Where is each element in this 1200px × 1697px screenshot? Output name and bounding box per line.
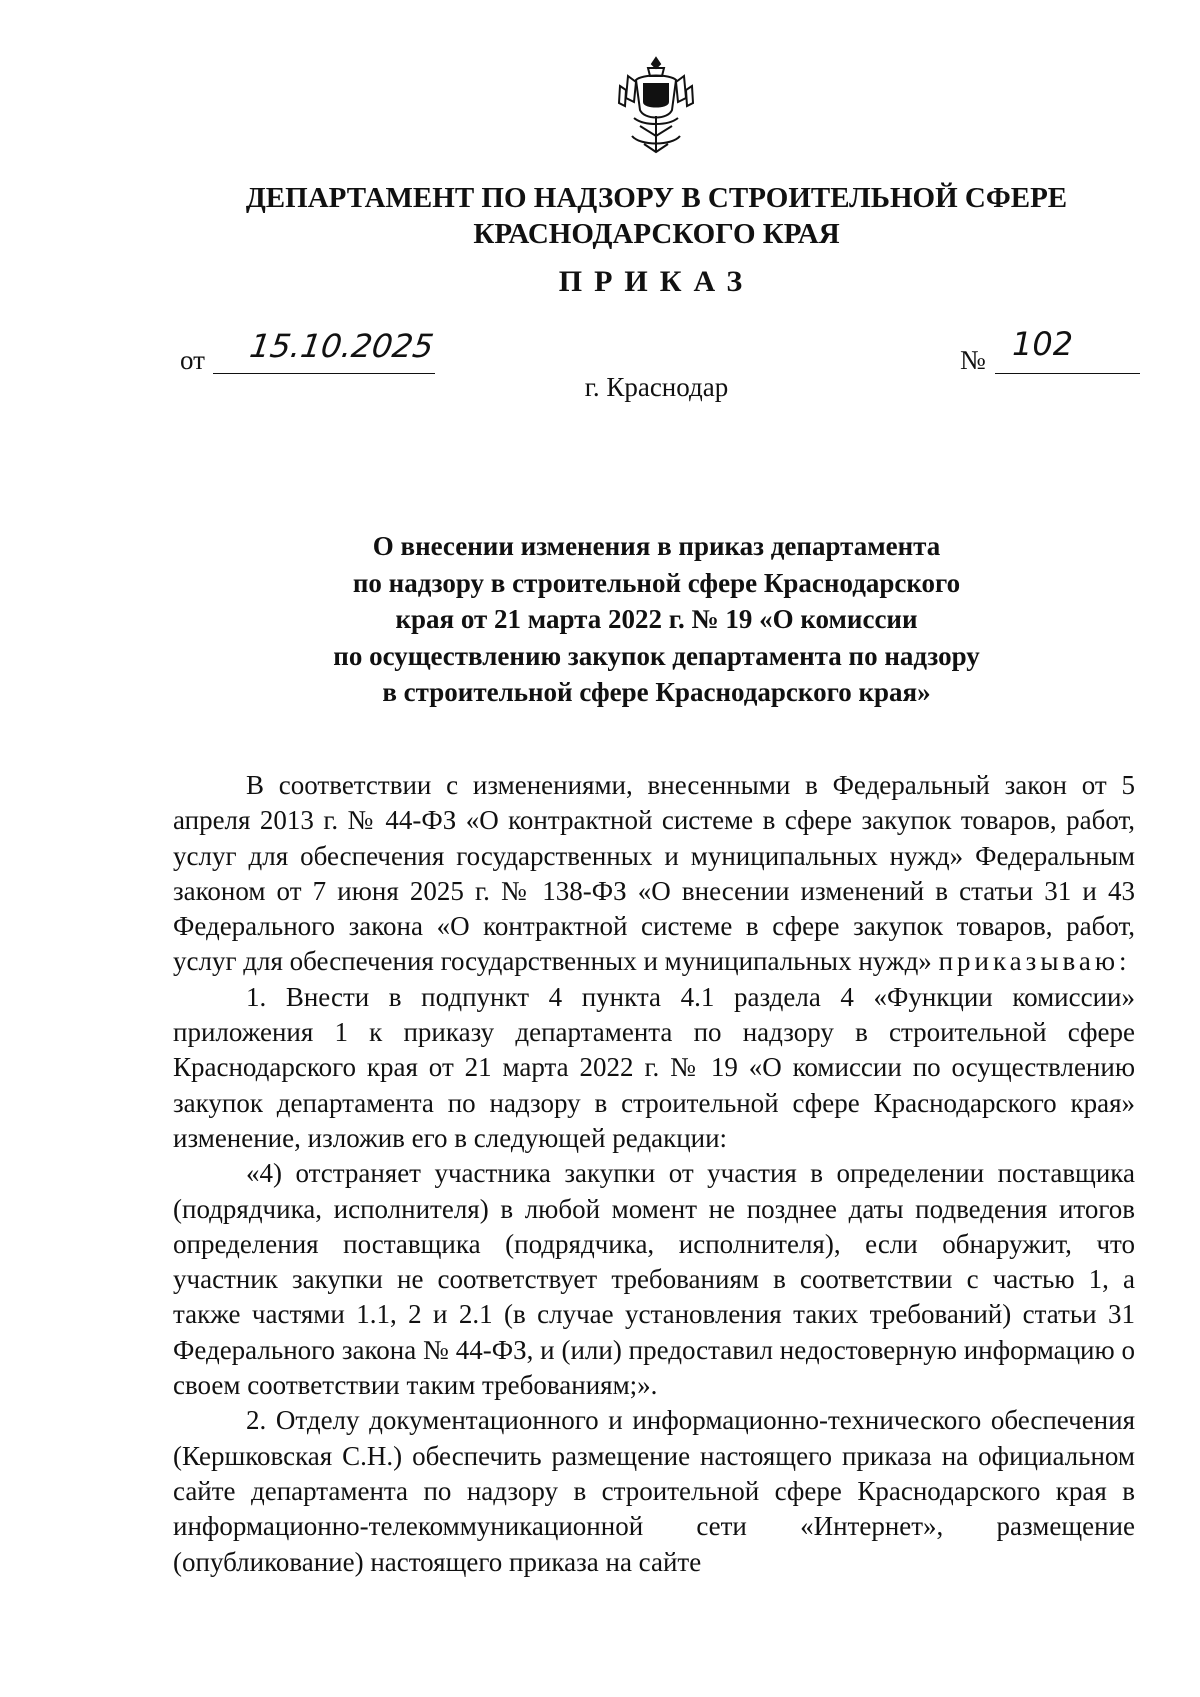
subject-line: О внесении изменения в приказ департамента [372, 531, 941, 561]
date-label: от [180, 345, 205, 375]
date-number-row [170, 325, 1130, 375]
city: г. Краснодар [584, 372, 729, 402]
number-label: № [960, 345, 986, 375]
subject-line: по осуществлению закупок департамента по надзору [333, 640, 980, 671]
date-handwritten-value: 15.10.2025 [247, 327, 436, 365]
department-name-line2: КРАСНОДАРСКОГО КРАЯ [473, 218, 840, 250]
subject-line: по надзору в строительной сфере Краснодарского [352, 567, 961, 598]
order-word: приказываю: [938, 946, 1131, 977]
subject-line: края от 21 марта 2022 г. № 19 «О комиссии [395, 604, 918, 634]
item-1-paragraph: 1. Внести в подпункт 4 пункта 4.1 раздела 4 «Функции комиссии» приложения 1 к приказу департамента по надзору в строительной сфере Краснодарского края от 21 марта 2022 г. № 19 «О комиссии по осуществлению закупок департамента по надзору в строительной сфере Краснодарского края» изменение, изложив его в следующей редакции: [173, 981, 1135, 1153]
preamble-paragraph [173, 768, 1135, 980]
order-body [173, 768, 1135, 1580]
document-type-title: ПРИКАЗ [558, 265, 755, 298]
number-handwritten-value: 102 [1012, 325, 1074, 363]
subject-line: в строительной сфере Краснодарского края» [382, 677, 931, 707]
item-2-paragraph: 2. Отделу документационного и информационно-технического обеспечения (Кершковская С.Н.) обеспечить размещение настоящего приказа на официальном сайте департамента по надзору в строительной сфере Краснодарского края в информационно-телекоммуникационной сети «Интернет», размещение (опубликование) настоящего приказа на сайте [173, 1405, 1135, 1577]
item-1-quote-paragraph: «4) отстраняет участника закупки от участия в определении поставщика (подрядчика, исполнителя) в любой момент не позднее даты подведения итогов определения поставщика (подрядчика, исполнителя), если обнаружит, что участник закупки не соответствует требованиям в соответствии с частью 1, а также частями 1.1, 2 и 2.1 (в случае установления таких требований) статьи 31 Федерального закона № 44-ФЗ, и (или) предоставил недостоверную информацию о своем соответствии таким требованиям;». [173, 1158, 1135, 1401]
order-subject [0, 528, 1200, 711]
department-name [0, 180, 1200, 252]
krasnodar-krai-coat-of-arms-icon [614, 56, 698, 156]
department-name-line1: ДЕПАРТАМЕНТ ПО НАДЗОРУ В СТРОИТЕЛЬНОЙ СФЕРЕ [245, 182, 1068, 214]
preamble-text: В соответствии с изменениями, внесенными в Федеральный закон от 5 апреля 2013 г. № 44-ФЗ «О контрактной системе в сфере закупок товаров, работ, услуг для обеспечения государственных и муниципальных нужд» Федеральным законом от 7 июня 2025 г. № 138-ФЗ «О внесении изменений в статьи 31 и 43 Федерального закона «О контрактной системе в сфере закупок товаров, работ, услуг для обеспечения государственных и муниципальных нужд» [173, 770, 1135, 977]
